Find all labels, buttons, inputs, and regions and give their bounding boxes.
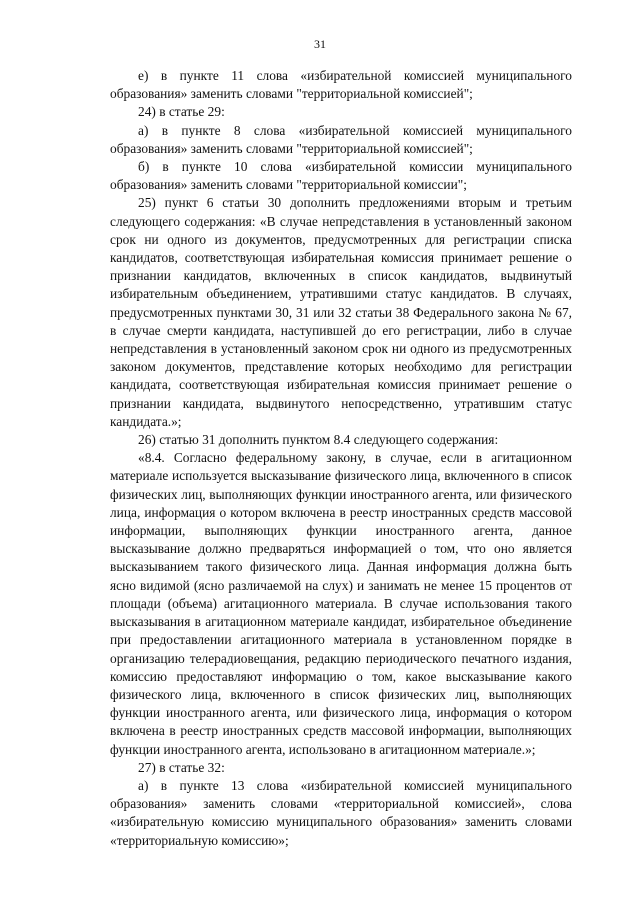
paragraph-24-article-29: 24) в статье 29:	[138, 104, 225, 120]
paragraph-25-article-30: 25) пункт 6 статьи 30 дополнить предложениями вторым и третьим следующего содержания: «В случае непредставления в установленный законом срок ни одного из документов, предусмотренных для регистрации списка кандидатов, соответствующая избирательная комиссия принимает решение о признании кандидатов, включенных в список кандидатов, выдвинутый избирательным объединением, утратившими статус кандидатов. В случаях, предусмотренных пунктами 30, 31 или 32 статьи 38 Федерального закона № 67, в случае смерти кандидата, наступившей до его регистрации, либо в случае непредставления в установленный законом срок ни одного из предусмотренных законом документов, представление которых необходимо для регистрации кандидата, соответствующая избирательная комиссия принимает решение о признании кандидата, выдвинутого непосредственно, утратившим статус кандидата.»;	[110, 195, 572, 429]
paragraph-27-article-32: 27) в статье 32:	[138, 759, 225, 775]
paragraph-26-article-31: 26) статью 31 дополнить пунктом 8.4 следующего содержания:	[138, 432, 499, 448]
document-body	[110, 67, 572, 850]
paragraph-point-8-4: «8.4. Согласно федеральному закону, в случае, если в агитационном материале используется высказывание физического лица, включенного в список физических лиц, выполняющих функции иностранного агента, или физического лица, информация о котором включена в реестр иностранных средств массовой информации, выполняющих функции иностранного агента, данное высказывание должно предваряться информацией о том, что оно является высказыванием такого физического лица. Данная информация должна быть ясно видимой (ясно различаемой на слух) и занимать не менее 15 процентов от площади (объема) агитационного материала. В случае использования такого высказывания в агитационном материале кандидат, избирательное объединение при предоставлении агитационного материала в установленном порядке в организацию телерадиовещания, редакцию периодического печатного издания, комиссию предоставляют информацию о том, какое высказывание какого физического лица, включенного в список физических лиц, выполняющих функции иностранного агента, или физического лица, информация о котором включена в реестр иностранных средств массовой информации, выполняющих функции иностранного агента, использовано в агитационном материале.»;	[110, 450, 572, 757]
paragraph-item-e-11: е) в пункте 11 слова «избирательной комиссией муниципального образования» заменить словами "территориальной комиссией";	[110, 68, 572, 102]
paragraph-item-b-10: б) в пункте 10 слова «избирательной комиссии муниципального образования» заменить словами "территориальной комиссии";	[110, 159, 572, 193]
paragraph-item-a-13: а) в пункте 13 слова «избирательной комиссией муниципального образования» заменить словами «территориальной комиссией», слова «избирательную комиссию муниципального образования» заменить словами «территориальную комиссию»;	[110, 777, 572, 848]
page-number: 31	[314, 37, 326, 51]
paragraph-item-a-8: а) в пункте 8 слова «избирательной комиссией муниципального образования» заменить словами "территориальной комиссией";	[110, 122, 572, 156]
